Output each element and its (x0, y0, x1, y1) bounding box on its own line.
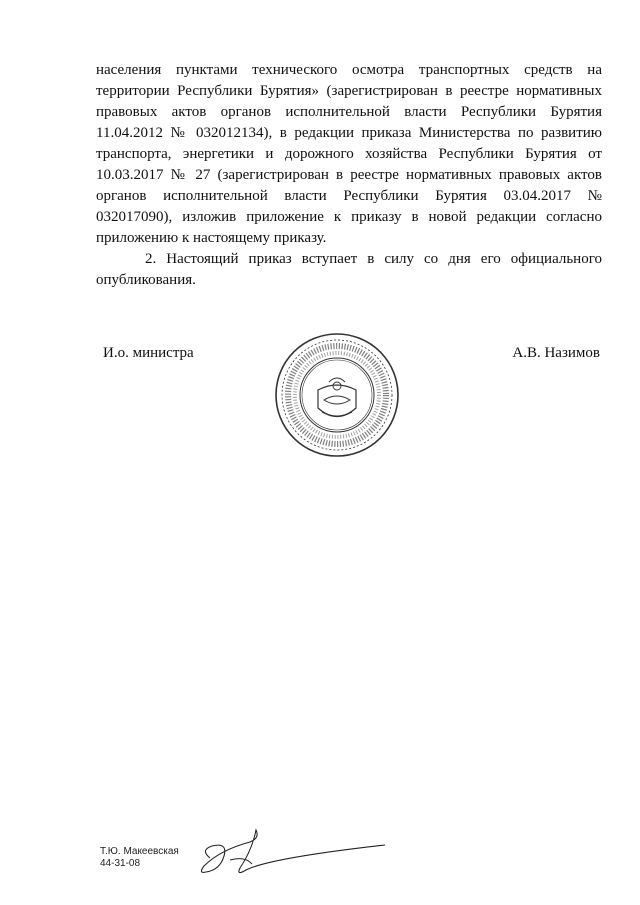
official-seal-icon (272, 330, 402, 460)
handwritten-signature-icon (190, 820, 390, 890)
body-line-1: населения пунктами технического осмотра транспортных средств на (96, 62, 602, 78)
body-line-8: 032017090), изложив приложение к приказу в новой редакции согласно (96, 209, 602, 225)
body-line-3: правовых актов органов исполнительной власти Республики Бурятия (96, 104, 602, 120)
body-line-4: 11.04.2012 № 032012134), в редакции приказа Министерства по развитию (96, 125, 602, 141)
signatory-position: И.о. министра (103, 345, 194, 361)
executor-info (100, 846, 179, 870)
body-line-2: территории Республики Бурятия» (зарегистрирован в реестре нормативных (96, 83, 602, 99)
executor-name: Т.Ю. Макеевская (100, 846, 179, 857)
body-line-7: органов исполнительной власти Республики Бурятия 03.04.2017 № (96, 188, 602, 204)
body-line-6: 10.03.2017 № 27 (зарегистрирован в реестре нормативных правовых актов (96, 167, 602, 183)
executor-phone: 44-31-08 (100, 858, 141, 869)
body-line-5: транспорта, энергетики и дорожного хозяйства Республики Бурятия от (96, 146, 602, 162)
body-line-9: приложению к настоящему приказу. (96, 230, 327, 246)
signatory-name: А.В. Назимов (512, 345, 600, 361)
item2-line-2: опубликования. (96, 272, 196, 288)
item2-line-1: 2. Настоящий приказ вступает в силу со дня его официального (145, 251, 602, 267)
